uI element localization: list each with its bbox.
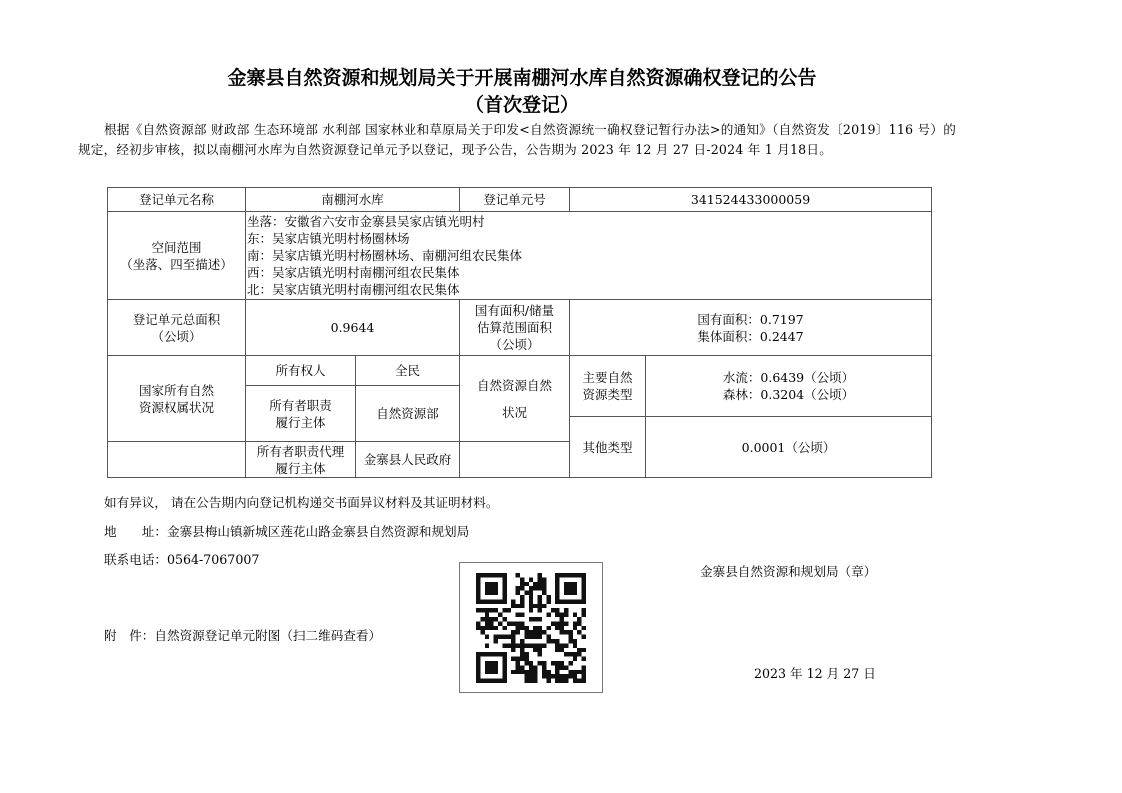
unit-no-label: 登记单元号: [460, 188, 570, 212]
notice-title: 金寨县自然资源和规划局关于开展南棚河水库自然资源确权登记的公告: [227, 67, 817, 89]
objection-note: 如有异议， 请在公告期内向登记机构递交书面异议材料及其证明材料。: [104, 495, 499, 510]
state-area-label-line1: 国有面积/储量: [474, 303, 555, 318]
phone-line: 联系电话：0564-7067007: [104, 552, 260, 567]
state-area-label-line3: （公顷）: [489, 337, 540, 352]
ownership-label: [108, 356, 246, 442]
duty-label-line1: 所有者职责: [269, 397, 332, 413]
east-boundary: 东：吴家店镇光明村杨圈林场: [247, 231, 410, 246]
table-row: [108, 300, 932, 356]
ownership-label-line2: 资源权属状况: [138, 399, 214, 415]
duty-label-line2: 履行主体: [275, 414, 326, 430]
forest-area: 森林：0.3204（公顷）: [722, 387, 855, 402]
natural-status-label: [460, 356, 570, 442]
natural-status-label-line1: 自然资源自然: [477, 377, 553, 393]
owner-value: 全民: [356, 356, 460, 386]
other-type-label: 其他类型: [570, 417, 646, 478]
table-row: [108, 188, 932, 212]
space-range-label-line2: （坐落、四至描述）: [120, 256, 233, 272]
natural-status-tail: [460, 442, 570, 478]
space-range-label: [108, 212, 246, 300]
table-row: [108, 212, 932, 300]
table-row: [108, 356, 932, 386]
state-area-label: [460, 300, 570, 356]
registration-table: [107, 187, 932, 478]
area-breakdown-value: [570, 300, 932, 356]
natural-status-label-line2: 状况: [502, 404, 528, 420]
agent-label: [246, 442, 356, 478]
other-type-value: 0.0001（公顷）: [646, 417, 932, 478]
qr-code-frame[interactable]: [459, 562, 603, 693]
state-area-label-line2: 估算范围面积: [477, 320, 553, 335]
main-type-label: [570, 356, 646, 417]
ownership-label-line1: 国家所有自然: [138, 382, 214, 398]
total-area-label: [108, 300, 246, 356]
main-type-value: [646, 356, 932, 417]
collective-area-value: 集体面积：0.2447: [697, 328, 804, 344]
owner-label: 所有权人: [246, 356, 356, 386]
address-line: 地 址：金寨县梅山镇新城区莲花山路金寨县自然资源和规划局: [104, 524, 470, 539]
agent-value: 金寨县人民政府: [356, 442, 460, 478]
state-area-value: 国有面积：0.7197: [697, 311, 804, 327]
north-boundary: 北：吴家店镇光明村南棚河组农民集体: [247, 282, 460, 297]
unit-name-label: 登记单元名称: [108, 188, 246, 212]
total-area-value: 0.9644: [246, 300, 460, 356]
main-type-label-line1: 主要自然: [582, 370, 633, 385]
intro-paragraph: 根据《自然资源部 财政部 生态环境部 水利部 国家林业和草原局关于印发<自然资源统一确权登记暂行办法>的通知》（自然资发〔2019〕116 号）的规定，经初步审核，拟以南棚河水库为自然资源登记单元予以登记，现予公告，公告期为 2023 年 12 月 27 日-2024 年 1 月18日。: [78, 122, 956, 157]
unit-no-value: 341524433000059: [570, 188, 932, 212]
unit-name-value: 南棚河水库: [246, 188, 460, 212]
space-range-value: [246, 212, 932, 300]
total-area-label-line2: （公顷）: [151, 328, 202, 344]
south-boundary: 南：吴家店镇光明村杨圈林场、南棚河组农民集体: [247, 248, 523, 263]
qr-code-icon: [476, 573, 586, 683]
ownership-label-tail: [108, 442, 246, 478]
location-text: 坐落：安徽省六安市金寨县吴家店镇光明村: [247, 214, 485, 229]
water-area: 水流：0.6439（公顷）: [722, 370, 855, 385]
main-type-label-line2: 资源类型: [582, 387, 633, 402]
issue-date: 2023 年 12 月 27 日: [754, 666, 876, 681]
space-range-label-line1: 空间范围: [151, 239, 202, 255]
attachment-line: 附 件：自然资源登记单元附图（扫二维码查看）: [104, 628, 382, 643]
duty-label: [246, 386, 356, 442]
duty-value: 自然资源部: [356, 386, 460, 442]
issuer-seal: 金寨县自然资源和规划局（章）: [700, 564, 877, 579]
west-boundary: 西：吴家店镇光明村南棚河组农民集体: [247, 265, 460, 280]
agent-label-line1: 所有者职责代理: [256, 443, 345, 459]
total-area-label-line1: 登记单元总面积: [132, 311, 221, 327]
notice-subtitle: （首次登记）: [464, 94, 579, 116]
agent-label-line2: 履行主体: [275, 460, 326, 476]
